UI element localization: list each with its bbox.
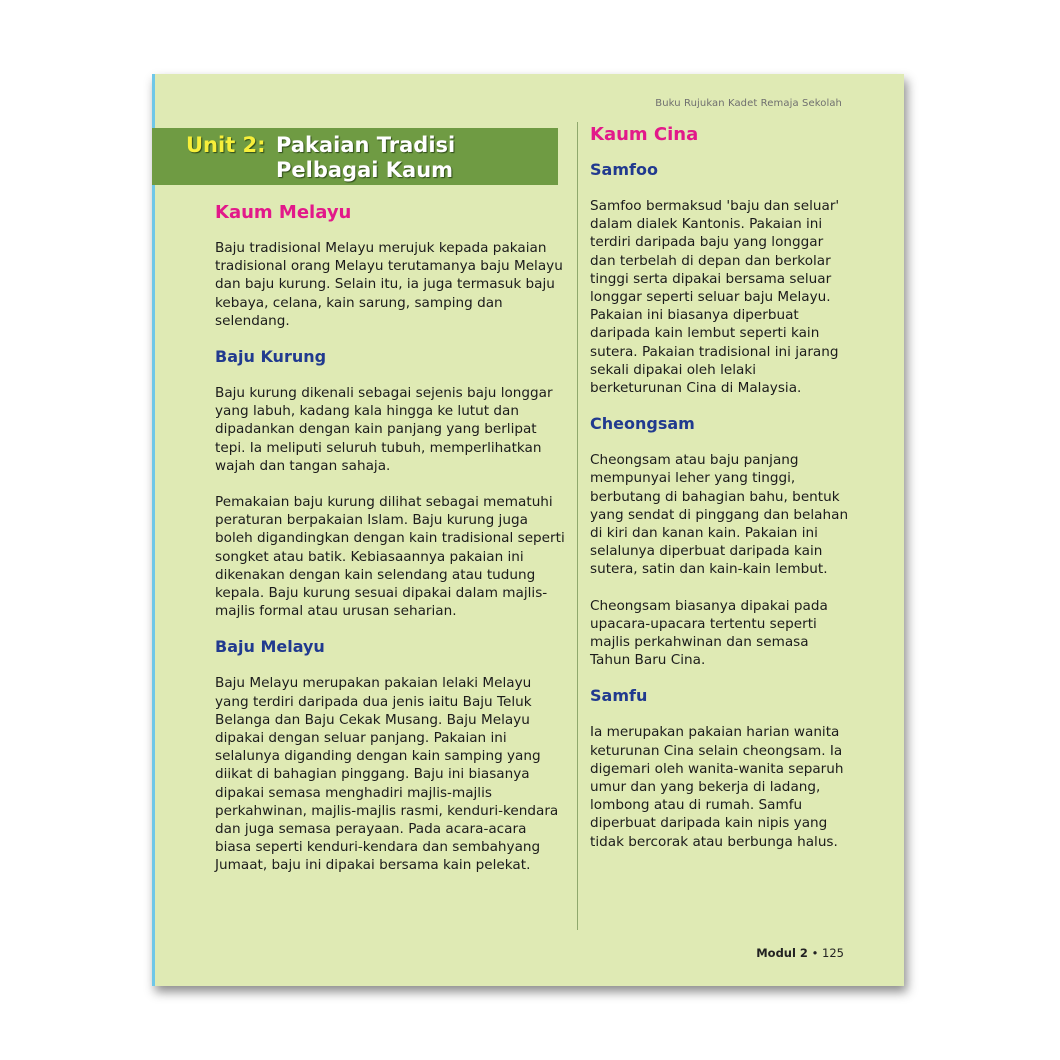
intro-paragraph: Baju tradisional Melayu merujuk kepada pakaian tradisional orang Melayu terutamanya baju Melayu dan baju kurung. Selain itu, ia juga termasuk baju kebaya, celana, kain sarung, samping dan selendang. (215, 240, 563, 329)
unit-label: Unit 2: (186, 133, 266, 157)
unit-title-line2: Pelbagai Kaum (276, 158, 454, 182)
samfu-paragraph: Ia merupakan pakaian harian wanita keturunan Cina selain cheongsam. Ia digemari oleh wanita-wanita separuh umur dan yang bekerja di ladang, lombong atau di rumah. Samfu diperbuat daripada kain nipis yang tidak bercorak atau berbunga halus. (590, 724, 844, 850)
heading-samfoo: Samfoo (590, 160, 658, 179)
section-title-kaum-cina: Kaum Cina (590, 124, 699, 145)
cheongsam-paragraph-1: Cheongsam atau baju panjang mempunyai leher yang tinggi, berbutang di bahagian bahu, bentuk yang sendat di pinggang dan belahan di kiri dan kanan kain. Pakaian ini selalunya diperbuat daripada kain sutera, satin dan kain-kain lembut. (590, 452, 849, 578)
heading-cheongsam: Cheongsam (590, 414, 695, 434)
left-column (215, 202, 565, 875)
page-number: 125 (822, 946, 844, 960)
module-label: Modul 2 (756, 946, 808, 960)
cheongsam-paragraph-2: Cheongsam biasanya dipakai pada upacara-upacara tertentu seperti majlis perkahwinan dan semasa Tahun Baru Cina. (590, 597, 828, 669)
baju-melayu-paragraph: Baju Melayu merupakan pakaian lelaki Melayu yang terdiri daripada dua jenis iaitu Baju Teluk Belanga dan Baju Cekak Musang. Baju Melayu dipakai dengan seluar panjang. Pakaian ini selalunya diganding dengan kain samping yang diikat di bahagian pinggang. Baju ini biasanya dipakai semasa menghadiri majlis-majlis perkahwinan, majlis-majlis rasmi, kenduri-kendara dan juga semasa perayaan. Pada acara-acara biasa seperti kenduri-kendara dan sembahyang Jumaat, baju ini dipakai bersama kain pelekat. (215, 675, 559, 874)
page-footer (756, 946, 844, 960)
samfoo-paragraph: Samfoo bermaksud 'baju dan seluar' dalam dialek Kantonis. Pakaian ini terdiri daripada baju yang longgar dan terbelah di depan dan berkolar tinggi serta dipakai bersama seluar longgar seperti seluar baju Melayu. Pakaian ini biasanya diperbuat daripada kain lembut seperti kain sutera. Pakaian tradisional ini jarang sekali dipakai oleh lelaki berketurunan Cina di Malaysia. (590, 198, 840, 397)
heading-baju-melayu: Baju Melayu (215, 637, 325, 657)
unit-title (276, 133, 455, 183)
baju-kurung-paragraph-2: Pemakaian baju kurung dilihat sebagai mematuhi peraturan berpakaian Islam. Baju kurung juga boleh digandingkan dengan kain tradisional seperti songket atau batik. Kebiasaannya pakaian ini dikenakan dengan kain selendang atau tudung kepala. Baju kurung sesuai dipakai dalam majlis-majlis formal atau urusan seharian. (215, 494, 565, 620)
right-column (590, 124, 850, 851)
baju-kurung-paragraph-1: Baju kurung dikenali sebagai sejenis baju longgar yang labuh, kadang kala hingga ke lutut dan dipadankan dengan kain panjang yang berlipat tepi. Ia meliputi seluruh tubuh, memperlihatkan wajah dan tangan sahaja. (215, 385, 553, 474)
unit-title-line1: Pakaian Tradisi (276, 133, 456, 157)
heading-samfu: Samfu (590, 686, 648, 706)
footer-bullet: • (811, 946, 819, 960)
column-divider (577, 122, 578, 930)
running-head: Buku Rujukan Kadet Remaja Sekolah (655, 98, 842, 109)
page-edge (152, 74, 155, 986)
section-title-kaum-melayu: Kaum Melayu (215, 202, 352, 223)
heading-baju-kurung: Baju Kurung (215, 347, 327, 367)
unit-banner (152, 128, 558, 185)
book-page (152, 74, 904, 986)
